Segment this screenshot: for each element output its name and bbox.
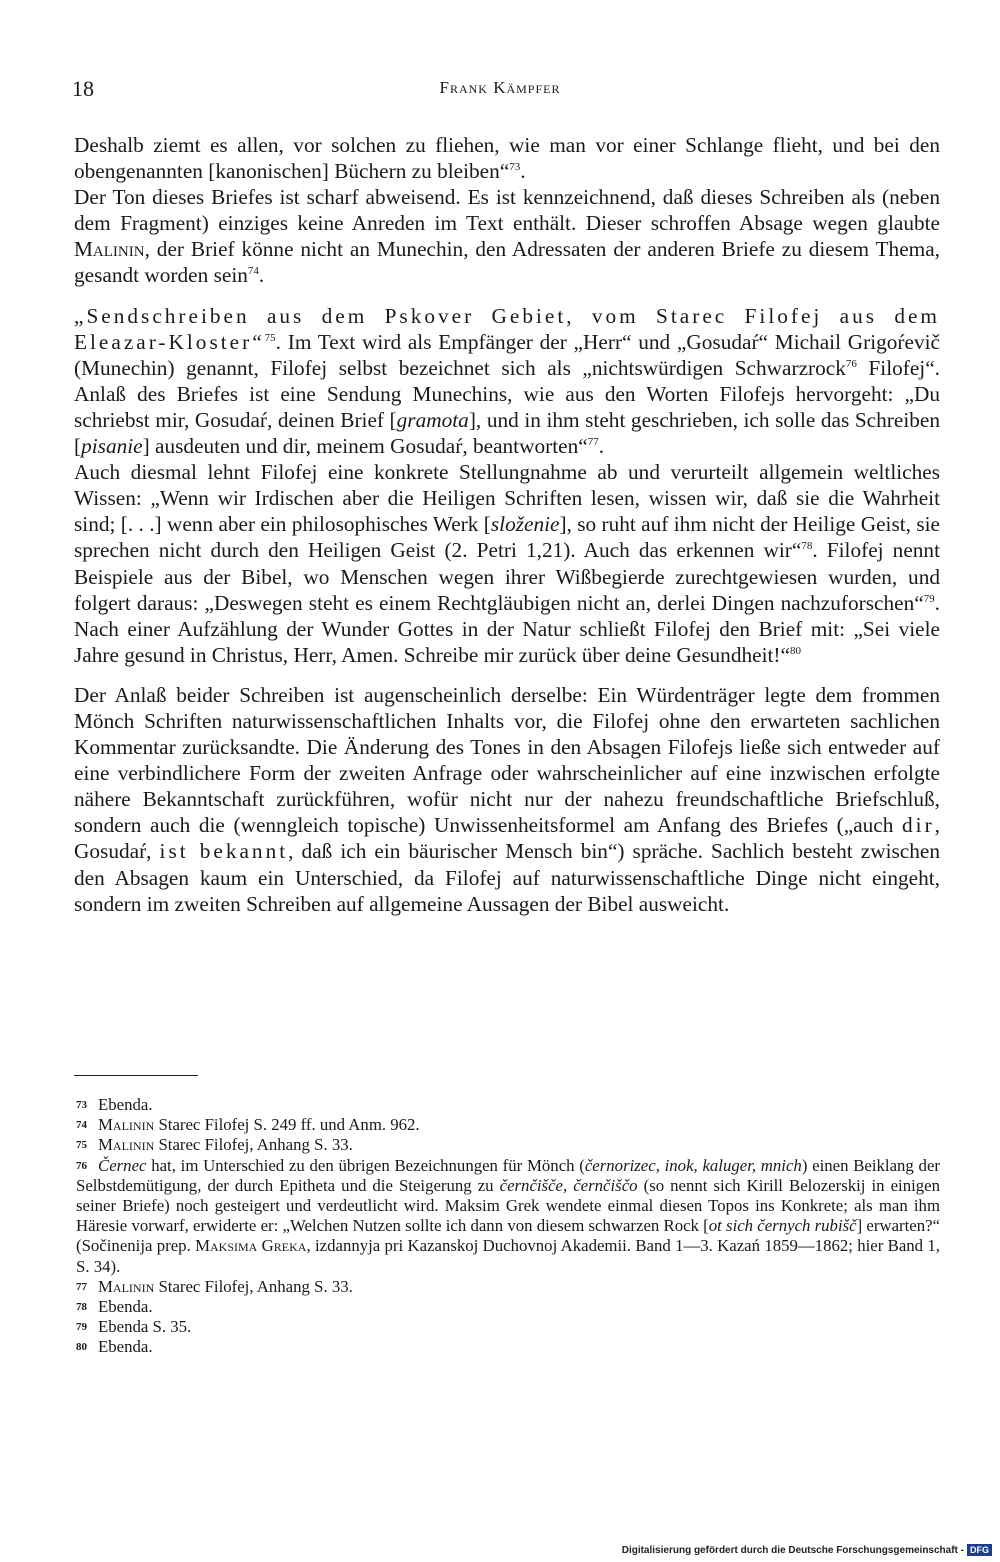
footnote-80 bbox=[76, 1337, 940, 1357]
italic-term: černorizec, inok, kaluger, mnich bbox=[584, 1155, 802, 1175]
body-text bbox=[74, 132, 940, 917]
footnote-74 bbox=[76, 1115, 940, 1135]
text: . bbox=[520, 159, 526, 184]
paragraph-4 bbox=[74, 459, 940, 668]
text: , daß ich ein bäurischer Mensch bin“) spräche. Sachlich besteht zwischen den Absagen kaum ein Unterschied, da Filofej auf naturwissenschaftliche Dinge nicht eingeht, sondern im zweiten Schreiben auf allgemeine Aussagen der Bibel ausweicht. bbox=[74, 839, 940, 916]
text: , der Brief könne nicht an Munechin, den Adressaten der anderen Briefe zu diesem Thema, gesandt worden sein bbox=[74, 237, 940, 288]
footnote-text: (so nennt sich Kirill Belozerskij in einigen seiner Briefe) noch gesteigert und verdeutlicht wird. Maksim Grek wendete einmal diesen Topos ins Konkrete; als man ihm Häresie vorwarf, erwiderte er: „Welchen Nutzen sollte ich dann von diesem schwarzen Rock [ bbox=[76, 1175, 941, 1236]
credit-text: Digitalisierung gefördert durch die Deutsche Forschungsgemeinschaft - bbox=[621, 1545, 964, 1556]
footnote-76 bbox=[76, 1156, 940, 1277]
footnote-text: Ebenda. bbox=[98, 1095, 153, 1114]
italic-term: Černec bbox=[98, 1155, 147, 1175]
author-name: Malinin bbox=[98, 1115, 155, 1135]
footnote-ref-74[interactable]: 74 bbox=[247, 265, 259, 278]
footnote-divider bbox=[74, 1075, 198, 1076]
footnote-number: 77 bbox=[76, 1280, 87, 1293]
text: ] ausdeuten und dir, meinem Gosudaŕ, beantworten“ bbox=[142, 434, 588, 459]
footnote-ref-73[interactable]: 73 bbox=[509, 161, 521, 173]
text: . bbox=[598, 434, 605, 459]
footnote-text: hat, im Unterschied zu den übrigen Bezeichnungen für Mönch ( bbox=[146, 1155, 585, 1175]
paragraph-3 bbox=[74, 303, 940, 460]
paragraph-2 bbox=[74, 184, 940, 288]
text: . bbox=[258, 263, 265, 288]
text: Auch diesmal lehnt Filofej eine konkrete Stellungnahme ab und verurteilt allgemein weltliches Wissen: „Wenn wir Irdischen aber die Heiligen Schriften lesen, wissen wir, daß sie die Wahrheit sind; [. . .] wenn aber ein philosophisches Werk [ bbox=[74, 460, 940, 537]
footnote-75 bbox=[76, 1135, 940, 1155]
footnotes bbox=[76, 1095, 940, 1358]
footnote-number: 75 bbox=[76, 1139, 87, 1152]
spaced-text: dir bbox=[902, 813, 935, 838]
author-name: Malinin bbox=[98, 1276, 155, 1296]
paragraph-5 bbox=[74, 682, 940, 917]
italic-term: složenie bbox=[490, 512, 560, 537]
footnote-text: Starec Filofej S. 249 ff. und Anm. 962. bbox=[154, 1115, 420, 1135]
footnote-ref-75[interactable]: 75 bbox=[264, 331, 276, 344]
footnote-number: 76 bbox=[76, 1159, 87, 1172]
footnote-ref-77[interactable]: 77 bbox=[587, 435, 599, 448]
text: . Im Text wird als Empfänger der „Herr“ und „Gosudaŕ“ Michail Grigoŕevič (Munechin) genannt, Filofej selbst bezeichnet sich als „nichtswürdigen Schwarzrock bbox=[74, 329, 940, 380]
footnote-number: 73 bbox=[76, 1099, 87, 1111]
digitization-credit bbox=[622, 1544, 992, 1556]
italic-term: pisanie bbox=[81, 434, 143, 459]
footnote-number: 74 bbox=[76, 1119, 87, 1132]
footnote-number: 79 bbox=[76, 1321, 87, 1334]
footnote-ref-79[interactable]: 79 bbox=[923, 592, 935, 605]
footnote-77 bbox=[76, 1277, 940, 1297]
text: . Filofej nennt Beispiele aus der Bibel, wo Menschen wegen ihrer Wißbegierde zurechtgewiesen wurden, und folgert daraus: „Deswegen steht es einem Rechtgläubigen nicht an, derlei Dingen nachzuforschen“ bbox=[74, 538, 940, 615]
author-name: Malinin bbox=[98, 1135, 155, 1155]
author-name: Malinin bbox=[74, 237, 145, 262]
spaced-text: ist bekannt bbox=[159, 839, 289, 864]
letter-title: „Sendschreiben aus dem Pskover Gebiet, vom Starec Filofej aus dem Eleazar-Kloster“ bbox=[74, 303, 940, 354]
text: Der Anlaß beider Schreiben ist augenscheinlich derselbe: Ein Würdenträger legte dem frommen Mönch Schriften naturwissenschaftlichen Inhalts vor, die Filofej ohne den erwarteten sachlichen Kommentar zurücksandte. Die Änderung des Tones in den Absagen Filofejs ließe sich entweder auf eine verbindlichere Form der zweiten Anfrage oder wahrscheinlicher auf eine inzwischen erfolgte nähere Bekanntschaft zurückführen, wofür nicht nur der nahezu freundschaftliche Briefschluß, sondern auch die (wenngleich topische) Unwissenheitsformel am Anfang des Briefes („auch bbox=[74, 682, 940, 838]
text: , Gosudaŕ, bbox=[74, 813, 940, 864]
dfg-logo: DFG bbox=[967, 1544, 992, 1556]
footnote-number: 78 bbox=[76, 1301, 87, 1314]
footnote-text: Starec Filofej, Anhang S. 33. bbox=[154, 1276, 353, 1296]
author-name: Maksima Greka bbox=[195, 1236, 307, 1256]
italic-term: černčišče, černčiščo bbox=[499, 1175, 638, 1195]
italic-term: ot sich černych rubišč bbox=[708, 1216, 857, 1236]
page-number: 18 bbox=[72, 76, 94, 101]
footnote-ref-78[interactable]: 78 bbox=[801, 540, 813, 553]
footnote-text: Ebenda. bbox=[98, 1337, 153, 1357]
text: Deshalb ziemt es allen, vor solchen zu fliehen, wie man vor einer Schlange flieht, und bei den obengenannten [kanonischen] Büchern zu bleiben“ bbox=[74, 133, 940, 184]
text: ], und in ihm steht geschrieben, ich solle das Schreiben [ bbox=[74, 407, 940, 459]
footnote-text: Ebenda. bbox=[98, 1297, 153, 1317]
text: Filofej“. Anlaß des Briefes ist eine Sendung Munechins, wie aus den Worten Filofejs hervorgeht: „Du schriebst mir, Gosudaŕ, deinen Brief [ bbox=[74, 355, 941, 432]
italic-term: gramota bbox=[396, 407, 469, 432]
footnote-text: Starec Filofej, Anhang S. 33. bbox=[154, 1135, 353, 1155]
text: Der Ton dieses Briefes ist scharf abweisend. Es ist kennzeichnend, daß dieses Schreiben als (neben dem Fragment) einziges keine Anreden im Text enthält. Dieser schroffen Absage wegen glaubte bbox=[74, 185, 940, 236]
footnote-78 bbox=[76, 1297, 940, 1317]
footnote-number: 80 bbox=[76, 1341, 87, 1354]
footnote-73 bbox=[76, 1095, 940, 1115]
footnote-ref-80[interactable]: 80 bbox=[789, 644, 801, 657]
running-head: Frank Kämpfer bbox=[439, 78, 561, 97]
footnote-text: Ebenda S. 35. bbox=[98, 1317, 192, 1337]
footnote-79 bbox=[76, 1317, 940, 1337]
footnote-text: ) einen Beiklang der Selbstdemütigung, der durch Epitheta und die Steigerung zu bbox=[76, 1155, 940, 1195]
footnote-ref-76[interactable]: 76 bbox=[845, 357, 857, 370]
paragraph-1 bbox=[74, 132, 940, 184]
text: ], so ruht auf ihm nicht der Heilige Geist, sie sprechen nicht durch den Heiligen Geist (2. Petri 1,21). Auch das erkennen wir“ bbox=[74, 512, 940, 563]
text: . Nach einer Aufzählung der Wunder Gottes in der Natur schließt Filofej den Brief mit: „Sei viele Jahre gesund in Christus, Herr, Amen. Schreibe mir zurück über deine Gesundheit!“ bbox=[74, 590, 940, 667]
footnote-text: ] erwarten?“ (Sočinenija prep. bbox=[76, 1216, 940, 1256]
footnote-text: , izdannyja pri Kazanskoj Duchovnoj Akademii. Band 1—3. Kazań 1859—1862; hier Band 1, S. 34). bbox=[76, 1236, 940, 1276]
